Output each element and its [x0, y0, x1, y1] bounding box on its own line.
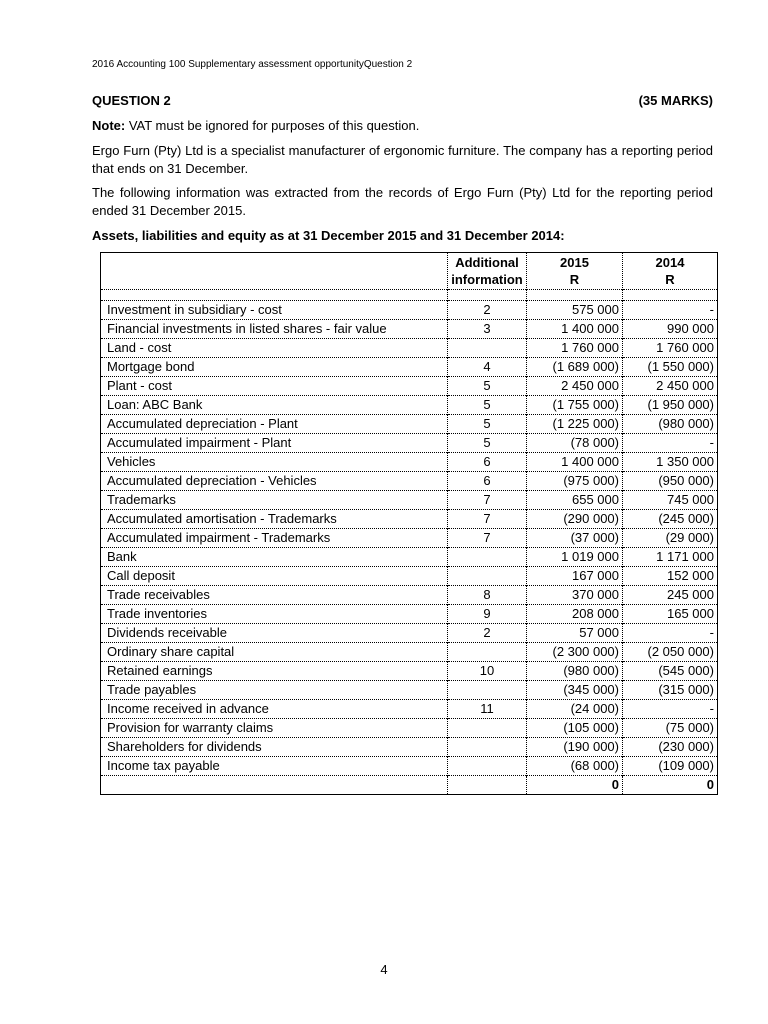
row-additional-info — [448, 757, 527, 776]
table-row — [101, 719, 718, 738]
row-additional-info: 5 — [448, 377, 527, 396]
row-additional-info: 2 — [448, 301, 527, 320]
row-value-2015: (980 000) — [527, 662, 623, 681]
table-row — [101, 605, 718, 624]
table-row — [101, 396, 718, 415]
totals-label — [101, 776, 448, 795]
row-additional-info: 9 — [448, 605, 527, 624]
header-2014 — [623, 253, 718, 290]
row-value-2014: 245 000 — [623, 586, 718, 605]
row-value-2015: 575 000 — [527, 301, 623, 320]
row-additional-info: 10 — [448, 662, 527, 681]
table-row — [101, 415, 718, 434]
row-label: Loan: ABC Bank — [107, 397, 203, 412]
row-label: Accumulated depreciation - Vehicles — [107, 473, 317, 488]
question-title: QUESTION 2 — [92, 93, 171, 108]
table-row — [101, 434, 718, 453]
row-label: Accumulated impairment - Plant — [107, 435, 292, 450]
table-row — [101, 586, 718, 605]
row-additional-info — [448, 548, 527, 567]
row-value-2015: (1 689 000) — [527, 358, 623, 377]
row-value-2014: - — [623, 700, 718, 719]
row-label: Accumulated amortisation - Trademarks — [107, 511, 337, 526]
table-row — [101, 681, 718, 700]
table-row — [101, 738, 718, 757]
row-additional-info: 2 — [448, 624, 527, 643]
row-additional-info: 11 — [448, 700, 527, 719]
row-value-2015: (105 000) — [527, 719, 623, 738]
table-row — [101, 510, 718, 529]
row-value-2014: (29 000) — [623, 529, 718, 548]
row-additional-info: 6 — [448, 472, 527, 491]
row-value-2014: - — [623, 434, 718, 453]
row-value-2014: (1 550 000) — [623, 358, 718, 377]
row-value-2014: 1 760 000 — [623, 339, 718, 358]
table-row — [101, 301, 718, 320]
row-value-2015: (78 000) — [527, 434, 623, 453]
row-value-2015: 655 000 — [527, 491, 623, 510]
row-value-2014: (950 000) — [623, 472, 718, 491]
row-value-2015: (24 000) — [527, 700, 623, 719]
table-row — [101, 453, 718, 472]
spacer-row — [101, 290, 718, 301]
row-label: Dividends receivable — [107, 625, 227, 640]
row-additional-info: 7 — [448, 491, 527, 510]
row-value-2014: 2 450 000 — [623, 377, 718, 396]
totals-row — [101, 776, 718, 795]
row-additional-info — [448, 719, 527, 738]
table-row — [101, 339, 718, 358]
row-label: Financial investments in listed shares - fair value — [107, 321, 387, 336]
row-additional-info: 5 — [448, 434, 527, 453]
row-label: Ordinary share capital — [107, 644, 235, 659]
row-value-2015: 1 019 000 — [527, 548, 623, 567]
row-additional-info — [448, 339, 527, 358]
row-value-2015: 167 000 — [527, 567, 623, 586]
table-row — [101, 662, 718, 681]
header-2014-unit: R — [665, 272, 675, 287]
row-additional-info — [448, 738, 527, 757]
row-label: Bank — [107, 549, 137, 564]
row-label: Trade payables — [107, 682, 197, 697]
note-text: VAT must be ignored for purposes of this question. — [125, 118, 420, 133]
row-value-2015: (37 000) — [527, 529, 623, 548]
table-row — [101, 472, 718, 491]
table-row — [101, 320, 718, 339]
row-label: Income received in advance — [107, 701, 269, 716]
row-value-2015: (2 300 000) — [527, 643, 623, 662]
row-value-2015: (345 000) — [527, 681, 623, 700]
row-label: Accumulated impairment - Trademarks — [107, 530, 331, 545]
row-additional-info: 5 — [448, 415, 527, 434]
total-2015: 0 — [527, 776, 623, 795]
row-additional-info: 7 — [448, 510, 527, 529]
row-value-2015: (68 000) — [527, 757, 623, 776]
row-label: Shareholders for dividends — [107, 739, 262, 754]
row-additional-info: 4 — [448, 358, 527, 377]
question-heading — [92, 93, 713, 108]
row-value-2015: (290 000) — [527, 510, 623, 529]
row-label: Plant - cost — [107, 378, 173, 393]
row-value-2015: 1 400 000 — [527, 453, 623, 472]
row-additional-info — [448, 567, 527, 586]
row-value-2015: (975 000) — [527, 472, 623, 491]
table-row — [101, 700, 718, 719]
row-value-2014: (1 950 000) — [623, 396, 718, 415]
total-2014: 0 — [623, 776, 718, 795]
header-label-cell — [101, 253, 448, 290]
row-value-2014: 1 171 000 — [623, 548, 718, 567]
row-label: Call deposit — [107, 568, 175, 583]
row-additional-info: 8 — [448, 586, 527, 605]
row-value-2014: 745 000 — [623, 491, 718, 510]
row-label: Trademarks — [107, 492, 176, 507]
row-value-2014: (75 000) — [623, 719, 718, 738]
row-value-2014: 1 350 000 — [623, 453, 718, 472]
row-value-2014: (545 000) — [623, 662, 718, 681]
totals-additional — [448, 776, 527, 795]
table-row — [101, 624, 718, 643]
table-header-row — [101, 253, 718, 290]
row-value-2014: (230 000) — [623, 738, 718, 757]
row-label: Income tax payable — [107, 758, 220, 773]
balances-table — [100, 252, 718, 795]
row-label: Trade inventories — [107, 606, 207, 621]
extract-paragraph: The following information was extracted from the records of Ergo Furn (Pty) Ltd for the reporting period ended 31 December 2015. — [92, 185, 713, 218]
header-additional-info — [448, 253, 527, 290]
row-value-2014: 165 000 — [623, 605, 718, 624]
table-row — [101, 491, 718, 510]
header-2015 — [527, 253, 623, 290]
row-label: Trade receivables — [107, 587, 210, 602]
row-value-2014: 152 000 — [623, 567, 718, 586]
table-row — [101, 757, 718, 776]
row-value-2015: 57 000 — [527, 624, 623, 643]
row-value-2015: (1 225 000) — [527, 415, 623, 434]
page-number: 4 — [380, 962, 388, 977]
row-label: Investment in subsidiary - cost — [107, 302, 282, 317]
row-value-2014: (245 000) — [623, 510, 718, 529]
row-label: Land - cost — [107, 340, 172, 355]
note-label: Note: — [92, 118, 126, 133]
row-label: Accumulated depreciation - Plant — [107, 416, 298, 431]
header-2015-year: 2015 — [560, 255, 589, 270]
row-additional-info — [448, 681, 527, 700]
row-additional-info: 3 — [448, 320, 527, 339]
row-label: Provision for warranty claims — [107, 720, 274, 735]
header-2014-year: 2014 — [655, 255, 685, 270]
page-header: 2016 Accounting 100 Supplementary assessment opportunityQuestion 2 — [92, 59, 413, 70]
row-value-2015: 1 400 000 — [527, 320, 623, 339]
row-value-2014: - — [623, 301, 718, 320]
row-value-2015: (1 755 000) — [527, 396, 623, 415]
row-value-2015: 370 000 — [527, 586, 623, 605]
table-row — [101, 377, 718, 396]
table-row — [101, 358, 718, 377]
table-row — [101, 643, 718, 662]
note-paragraph — [92, 117, 713, 135]
row-value-2015: 208 000 — [527, 605, 623, 624]
header-additional-line2: information — [451, 272, 523, 287]
table-title: Assets, liabilities and equity as at 31 December 2015 and 31 December 2014: — [92, 228, 565, 243]
row-additional-info — [448, 643, 527, 662]
table-row — [101, 567, 718, 586]
row-label: Mortgage bond — [107, 359, 195, 374]
intro-paragraph: Ergo Furn (Pty) Ltd is a specialist manufacturer of ergonomic furniture. The company has a reporting period that ends on 31 December. — [92, 143, 713, 176]
row-value-2014: (980 000) — [623, 415, 718, 434]
row-additional-info: 6 — [448, 453, 527, 472]
row-additional-info: 7 — [448, 529, 527, 548]
row-value-2015: 2 450 000 — [527, 377, 623, 396]
row-value-2015: (190 000) — [527, 738, 623, 757]
table-row — [101, 548, 718, 567]
row-value-2015: 1 760 000 — [527, 339, 623, 358]
question-marks: (35 MARKS) — [638, 93, 713, 108]
row-label: Vehicles — [107, 454, 156, 469]
table-row — [101, 529, 718, 548]
header-2015-unit: R — [569, 272, 580, 287]
row-value-2014: - — [623, 624, 718, 643]
row-additional-info: 5 — [448, 396, 527, 415]
header-additional-line1: Additional — [455, 255, 519, 270]
row-value-2014: 990 000 — [623, 320, 718, 339]
row-value-2014: (109 000) — [623, 757, 718, 776]
row-value-2014: (2 050 000) — [623, 643, 718, 662]
row-label: Retained earnings — [107, 663, 213, 678]
row-value-2014: (315 000) — [623, 681, 718, 700]
